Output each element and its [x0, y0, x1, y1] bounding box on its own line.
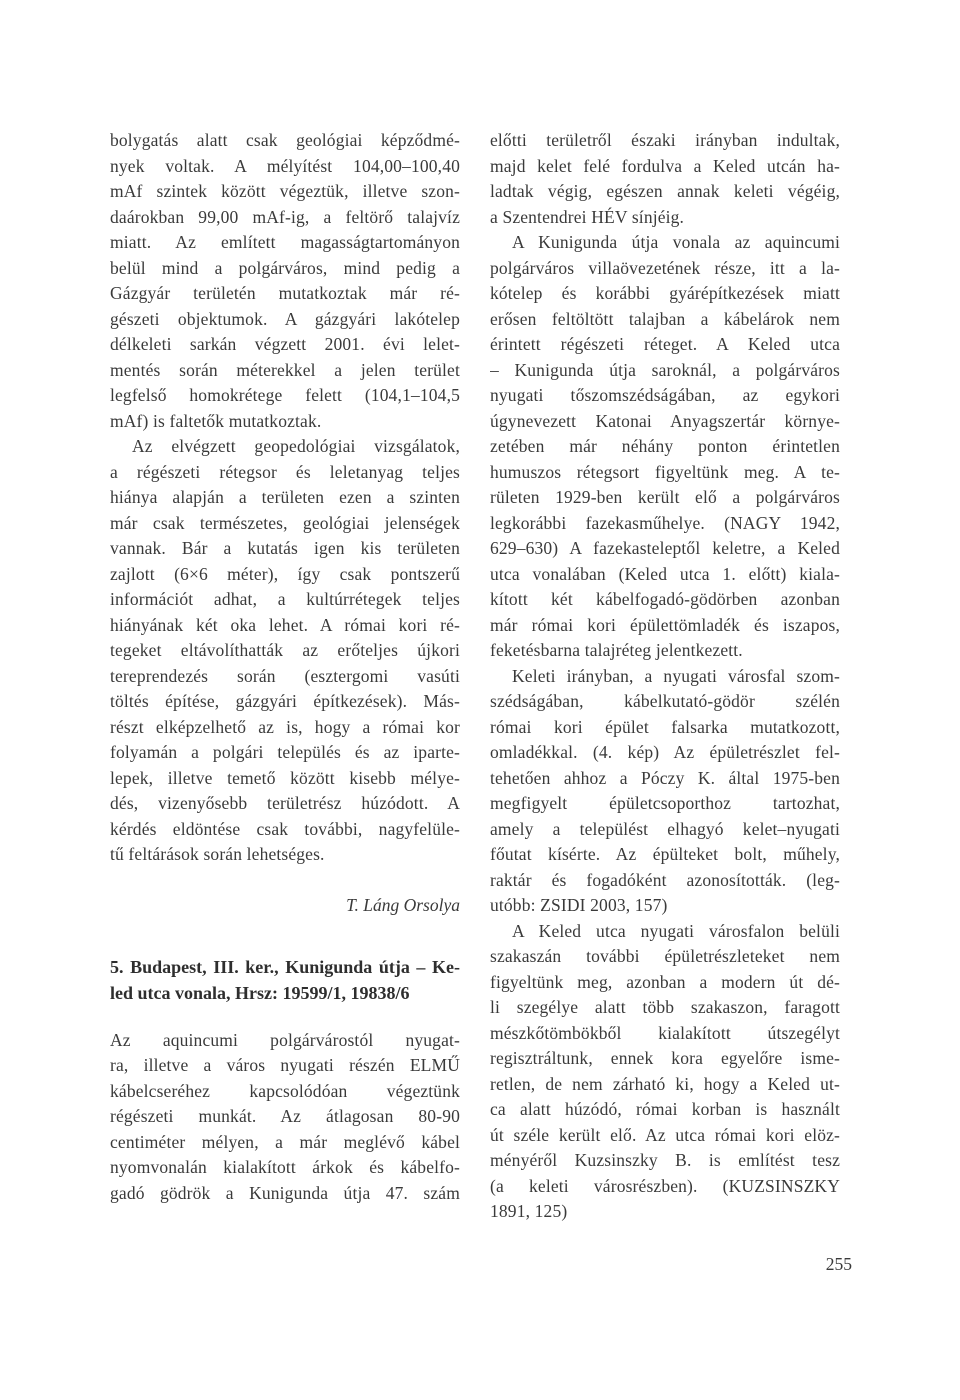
text-line: rületen 1929-ben került elő a polgárváros: [490, 487, 840, 507]
text-line: tű feltárások során lehetséges.: [110, 844, 325, 864]
text-line: mAf szintek között végeztük, illetve szon-: [110, 181, 460, 201]
text-line: bolygatás alatt csak geológiai képződmé-: [110, 130, 460, 150]
text-line: zajlott (6×6 méter), így csak pontszerű: [110, 563, 460, 584]
text-line: amely a települést elhagyó kelet–nyugati: [490, 818, 840, 839]
text-line: tereprendezés során (esztergomi vasúti: [110, 665, 460, 686]
text-line: részt elképzelhető az is, hogy a római kor: [110, 716, 460, 737]
text-line: gészeti objektumok. A gázgyári lakótelep: [110, 308, 460, 329]
text-line: retlen, de nem zárható ki, hogy a Keled ut-: [490, 1073, 840, 1094]
text-line: kótelep és korábbi gyárépítkezések miatt: [490, 283, 840, 303]
text-line: nyugati tőszomszédságában, az egykori: [490, 385, 840, 405]
text-line: mAf) is faltetők mutatkoztak.: [110, 410, 322, 431]
text-line: humuszos rétegsort figyeltünk meg. A te-: [490, 461, 840, 482]
text-line: előtti területről északi irányban indultak,: [490, 130, 840, 150]
text-line: 1891, 125): [490, 1201, 568, 1221]
text-line: hiányának két oka lehet. A római kori ré-: [110, 614, 460, 635]
text-line: római kori épület falsarka mutatkozott,: [490, 716, 840, 737]
text-line: (a keleti városrészben). (KUZSINSZKY: [490, 1175, 840, 1196]
text-line: érintett régészeti réteget. A Keled utca: [490, 334, 840, 354]
text-line: tehetően ahhoz a Póczy K. által 1975-ben: [490, 767, 840, 788]
text-line: nyomvonalán kialakított árkok és kábelfo-: [110, 1157, 460, 1177]
text-line: már római kori épülettömladék és iszapos,: [490, 614, 840, 635]
text-line: utóbb: ZSIDI 2003, 157): [490, 895, 668, 915]
heading-line: 5. Budapest, III. ker., Kunigunda útja – Ke-: [110, 956, 460, 977]
text-line: Az aquincumi polgárvárostól nyugat-: [110, 1029, 460, 1050]
text-line: gadó gödrök a Kunigunda útja 47. szám: [110, 1182, 460, 1203]
text-line: mentés során méterekkel a jelen terület: [110, 359, 460, 380]
text-line: szakaszán további épületrészleteket nem: [490, 946, 840, 966]
text-line: dés, vizenyősebb területrész húzódott. A: [110, 793, 460, 813]
text-line: utca vonalában (Keled utca 1. előtt) kiala-: [490, 563, 840, 584]
text-line: polgárváros villaövezetének része, itt a la-: [490, 257, 840, 278]
text-line: úgynevezett Katonai Anyagszertár környe-: [490, 410, 840, 431]
paragraph: [110, 434, 460, 868]
page-number: 255: [825, 1254, 852, 1274]
text-line: – Kunigunda útja saroknál, a polgárváros: [490, 359, 840, 380]
left-column: [110, 128, 460, 1206]
text-line: Gázgyár területén mutatkoztak már ré-: [110, 283, 460, 303]
text-line: legkorábbi fazekasműhelye. (NAGY 1942,: [490, 512, 840, 533]
text-line: kábelcseréhez kapcsolódóan végeztünk: [110, 1080, 460, 1101]
paragraph: [490, 128, 840, 230]
text-line: omladékkal. (4. kép) Az épületrészlet fel-: [490, 742, 840, 762]
text-line: vannak. Bár a kutatás igen kis területen: [110, 538, 460, 558]
text-line: Az elvégzett geopedológiai vizsgálatok,: [132, 436, 460, 456]
text-line: li szegélye alatt több szakaszon, faragott: [490, 997, 840, 1017]
text-line: figyeltünk meg, azonban a modern út dé-: [490, 971, 840, 992]
text-line: lepek, illetve temető között kisebb mélye-: [110, 767, 460, 788]
section-heading: [110, 954, 460, 1006]
text-line: A Keled utca nyugati városfalon belüli: [512, 920, 840, 941]
text-line: megfigyelt épületcsoporthoz tartozhat,: [490, 793, 840, 813]
text-line: belül mind a polgárváros, mind pedig a: [110, 257, 460, 278]
text-line: A Kunigunda útja vonala az aquincumi: [512, 232, 840, 252]
text-line: ményéről Kuzsinszky B. is említést tesz: [490, 1150, 840, 1170]
text-line: ra, illetve a város nyugati részén ELMŰ: [110, 1055, 460, 1075]
text-line: tegeket eltávolíthatták az erőteljes újkori: [110, 640, 460, 660]
text-line: regisztráltunk, ennek kora egyelőre isme-: [490, 1048, 840, 1068]
text-line: szédságában, kábelkutató-gödör szélén: [490, 691, 840, 711]
text-line: zetében már néhány ponton érintetlen: [490, 436, 840, 456]
heading-line: led utca vonala, Hrsz: 19599/1, 19838/6: [110, 982, 410, 1003]
text-line: legfelső homokrétege felett (104,1–104,5: [110, 385, 460, 405]
paragraph: [490, 919, 840, 1225]
text-line: daárokban 99,00 mAf-ig, a feltörő talajvíz: [110, 206, 460, 227]
text-line: raktár és fogadóként azonosították. (leg-: [490, 869, 840, 890]
text-line: nyek voltak. A mélyítést 104,00–100,40: [110, 155, 460, 176]
text-line: kított két kábelfogadó-gödörben azonban: [490, 589, 840, 609]
text-line: töltés építése, gázgyári építkezések). Más-: [110, 691, 460, 711]
text-line: mészkőtömbökből kialakított útszegélyt: [490, 1022, 840, 1043]
text-line: centiméter mélyen, a már meglévő kábel: [110, 1131, 460, 1152]
text-line: délkeleti sarkán végzett 2001. évi lelet-: [110, 334, 460, 354]
text-line: út széle került elő. Az utca római kori elöz-: [490, 1124, 840, 1145]
paragraph: [110, 1028, 460, 1207]
text-line: a Szentendrei HÉV sínjéig.: [490, 206, 685, 227]
text-line: feketésbarna talajréteg jelentkezett.: [490, 640, 743, 660]
text-line: folyamán a polgári település és az iparte-: [110, 742, 460, 762]
text-line: kérdés eldöntése csak további, nagyfelüle-: [110, 818, 460, 839]
text-line: majd kelet felé fordulva a Keled utcán ha-: [490, 155, 840, 176]
text-line: már csak természetes, geológiai jelenségek: [110, 512, 460, 533]
text-line: régészeti munkát. Az átlagosan 80-90: [110, 1106, 460, 1126]
text-line: hiánya alapján a területen ezen a szinten: [110, 487, 460, 507]
text-line: miatt. Az említett magasságtartományon: [110, 232, 460, 252]
right-column: [490, 128, 840, 1225]
paragraph: [490, 664, 840, 919]
author-signature: T. Láng Orsolya: [346, 894, 460, 915]
text-line: főutat kísérte. Az épülteket bolt, műhely,: [490, 844, 840, 864]
text-line: információt adhat, a kultúrrétegek teljes: [110, 589, 460, 609]
text-line: Keleti irányban, a nyugati városfal szom-: [512, 665, 840, 686]
paragraph: [110, 128, 460, 434]
text-line: 629–630) A fazekasteleptől keletre, a Keled: [490, 538, 840, 558]
text-line: erősen feltöltött talajban a kábelárok nem: [490, 308, 840, 329]
paragraph: [490, 230, 840, 664]
text-line: ca alatt húzódó, római korban is használt: [490, 1099, 840, 1119]
text-line: ladtak végig, egészen annak keleti végéig,: [490, 181, 840, 201]
text-line: a régészeti rétegsor és leletanyag teljes: [110, 461, 460, 482]
